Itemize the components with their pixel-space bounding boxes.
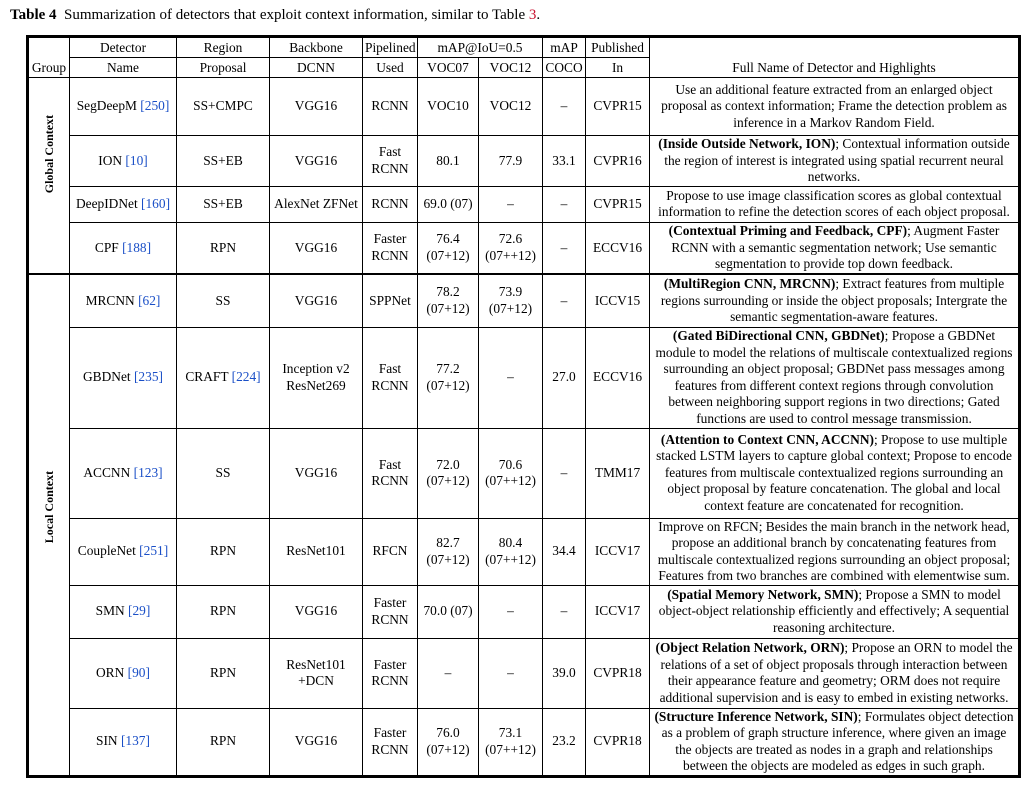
header-detector-name: Name — [70, 58, 177, 78]
cell-text: VOC12 — [489, 98, 532, 114]
full-name-bold: (Attention to Context CNN, ACCNN) — [660, 431, 874, 447]
highlights-cell — [650, 428, 1019, 518]
coco-cell — [543, 518, 586, 585]
header-backbone: Backbone — [270, 38, 363, 58]
region-proposal-cell — [177, 585, 270, 638]
cell-text: AlexNet ZFNet — [274, 195, 358, 211]
region-proposal-cell — [177, 78, 270, 136]
cell-text: – — [560, 464, 568, 480]
table-row — [29, 78, 1019, 136]
cell-text: 34.4 — [552, 543, 576, 559]
coco-cell — [543, 327, 586, 428]
cell-text: ACCNN — [83, 464, 131, 480]
header-pipelined-used: Used — [363, 58, 418, 78]
cell-text: 72.0 (07+12) — [426, 456, 470, 488]
cell-text: Fast RCNN — [371, 144, 409, 176]
voc12-cell — [479, 585, 543, 638]
cell-text: RCNN — [371, 98, 409, 114]
detector-name-cell — [70, 274, 177, 327]
voc07-cell — [418, 708, 479, 775]
pipelined-cell — [363, 186, 418, 222]
published-cell — [586, 136, 650, 187]
pipelined-cell — [363, 136, 418, 187]
header-region-proposal: Proposal — [177, 58, 270, 78]
cell-text: TMM17 — [594, 464, 641, 480]
citation-link[interactable]: [10] — [125, 152, 148, 168]
cell-text: ICCV15 — [594, 292, 641, 308]
highlights-text: Improve on RFCN; Besides the main branch in the network head, propose an additional branch by concatenating features from multiscale contextualized regions surrounding an object proposal; Features from two branches are combined with elementwise sum. — [657, 518, 1011, 583]
coco-cell — [543, 274, 586, 327]
highlights-cell — [650, 327, 1019, 428]
cell-text: CVPR18 — [593, 733, 642, 749]
voc07-cell — [418, 327, 479, 428]
cell-text: SS+EB — [203, 152, 243, 168]
citation-link[interactable]: [137] — [120, 733, 150, 749]
highlights-cell — [650, 222, 1019, 274]
citation-link[interactable]: [188] — [122, 239, 152, 255]
cell-text: ResNet101 — [286, 543, 346, 559]
header-published-in: In — [586, 58, 650, 78]
backbone-cell — [270, 136, 363, 187]
cell-text: 27.0 — [552, 369, 576, 385]
cell-text: – — [507, 369, 514, 385]
full-name-bold: (Contextual Priming and Feedback, CPF) — [668, 223, 908, 238]
header-pipelined: Pipelined — [363, 38, 418, 58]
table-row — [29, 222, 1019, 274]
pipelined-cell — [363, 708, 418, 775]
voc07-cell — [418, 518, 479, 585]
cell-text: SegDeepM — [76, 98, 137, 114]
cell-text: RPN — [209, 543, 237, 559]
cell-text: 77.9 — [498, 152, 523, 168]
region-proposal-cell — [177, 186, 270, 222]
region-proposal-cell — [177, 428, 270, 518]
cell-text: 39.0 — [552, 664, 576, 680]
cell-text: Fast RCNN — [371, 456, 409, 488]
highlights-text: Use an additional feature extracted from an enlarged object proposal as context information; Frame the detection problem as inference in a Markov Random Field. — [661, 81, 1007, 130]
highlights-cell — [650, 638, 1019, 708]
table-row — [29, 136, 1019, 187]
region-proposal-cell — [177, 708, 270, 775]
table-row — [29, 327, 1019, 428]
header-region: Region — [177, 38, 270, 58]
cell-text: 80.1 — [436, 152, 460, 168]
backbone-cell — [270, 585, 363, 638]
pipelined-cell — [363, 518, 418, 585]
cell-text: DeepIDNet — [75, 195, 138, 211]
voc07-cell — [418, 136, 479, 187]
cell-text: ResNet101 +DCN — [286, 656, 346, 688]
cell-text: GBDNet — [83, 369, 131, 385]
citation-link[interactable]: [123] — [133, 464, 163, 480]
cell-text: – — [444, 664, 452, 680]
published-cell — [586, 428, 650, 518]
cell-text: Fast RCNN — [371, 361, 409, 393]
citation-link[interactable]: [90] — [127, 664, 150, 680]
full-name-bold: (Spatial Memory Network, SMN) — [667, 586, 859, 602]
region-proposal-cell — [177, 638, 270, 708]
voc07-cell — [418, 222, 479, 274]
cell-text: RFCN — [372, 543, 408, 559]
detector-name-cell — [70, 186, 177, 222]
coco-cell — [543, 708, 586, 775]
full-name-bold: (Gated BiDirectional CNN, GBDNet) — [672, 328, 885, 343]
region-proposal-cell — [177, 136, 270, 187]
region-proposal-cell — [177, 518, 270, 585]
voc12-cell — [479, 186, 543, 222]
voc12-cell — [479, 78, 543, 136]
pipelined-cell — [363, 327, 418, 428]
coco-cell — [543, 78, 586, 136]
citation-link[interactable]: [29] — [128, 603, 151, 619]
cell-text: Faster RCNN — [371, 231, 409, 263]
coco-cell — [543, 428, 586, 518]
detector-name-cell — [70, 428, 177, 518]
highlights-text: Propose to use image classification scores as global contextual information to refine the detection scores of each object proposal. — [658, 187, 1010, 219]
detector-name-cell — [70, 78, 177, 136]
region-proposal-cell — [177, 327, 270, 428]
full-name-bold: (Object Relation Network, ORN) — [655, 640, 845, 655]
cell-text: SMN — [95, 603, 125, 619]
voc12-cell — [479, 222, 543, 274]
cell-text: RPN — [209, 664, 237, 680]
detector-name-cell — [70, 585, 177, 638]
cell-text: 76.4 (07+12) — [426, 231, 470, 263]
highlights-text: ; Contextual information outside the region of interest is integrated using spatial recurrent neural networks. — [664, 136, 1010, 184]
citation-link[interactable]: [250] — [140, 98, 170, 114]
published-cell — [586, 327, 650, 428]
table-row — [29, 708, 1019, 775]
highlights-cell — [650, 78, 1019, 136]
citation-link[interactable]: [251] — [139, 543, 169, 559]
table-row — [29, 428, 1019, 518]
voc07-cell — [418, 638, 479, 708]
published-cell — [586, 585, 650, 638]
cell-text: – — [560, 98, 568, 114]
group-cell-global — [29, 78, 70, 275]
cell-text: 72.6 (07++12) — [485, 231, 536, 263]
header-row-1 — [29, 38, 1019, 58]
voc07-cell — [418, 78, 479, 136]
voc12-cell — [479, 708, 543, 775]
cell-text: RCNN — [371, 195, 409, 211]
full-name-bold: (Structure Inference Network, SIN) — [654, 708, 858, 724]
cell-text: – — [560, 195, 568, 211]
published-cell — [586, 708, 650, 775]
highlights-cell — [650, 186, 1019, 222]
highlights-text: ; Propose a SMN to model object-object relationship efficiently and effectively; A sequential reasoning architecture. — [658, 586, 1010, 635]
table-row — [29, 638, 1019, 708]
cell-text: VGG16 — [294, 733, 338, 749]
cell-text: VOC10 — [427, 98, 469, 114]
header-voc12: VOC12 — [479, 58, 543, 78]
voc12-cell — [479, 274, 543, 327]
backbone-cell — [270, 186, 363, 222]
published-cell — [586, 274, 650, 327]
backbone-cell — [270, 708, 363, 775]
published-cell — [586, 638, 650, 708]
voc12-cell — [479, 428, 543, 518]
voc12-cell — [479, 327, 543, 428]
cell-text: SPPNet — [369, 292, 411, 308]
highlights-cell — [650, 585, 1019, 638]
table-row — [29, 518, 1019, 585]
cell-text: ICCV17 — [594, 603, 641, 619]
highlights-text: ; Propose to use multiple stacked LSTM layers to capture global context; Propose to encode features from multiscale contextualized regions surrounding an object proposal by feature concatenation. The global and local context feature are concatenated for recognition. — [656, 431, 1012, 513]
highlights-text: ; Propose an ORN to model the relations of a set of object proposals through interaction between their appearance feature and geometry; ORM does not require additional supervision and is easy to embed in existing networks. — [659, 640, 1013, 705]
voc12-cell — [479, 518, 543, 585]
detector-name-cell — [70, 222, 177, 274]
cell-text: 80.4 (07++12) — [485, 535, 536, 567]
cell-text: CVPR15 — [593, 98, 642, 114]
header-full-name: Full Name of Detector and Highlights — [650, 38, 1019, 78]
cell-text: 69.0 (07) — [423, 195, 473, 211]
cell-text: SS+EB — [203, 195, 243, 211]
backbone-cell — [270, 518, 363, 585]
pipelined-cell — [363, 428, 418, 518]
cell-text: CoupleNet — [77, 543, 136, 559]
backbone-cell — [270, 222, 363, 274]
highlights-text: ; Extract features from multiple regions surrounding or inside the object proposals; Intergrate the semantic segmentation-aware features. — [660, 276, 1008, 324]
header-detector: Detector — [70, 38, 177, 58]
cell-text: Faster RCNN — [371, 656, 409, 688]
region-proposal-cell — [177, 222, 270, 274]
pipelined-cell — [363, 585, 418, 638]
full-name-bold: (MultiRegion CNN, MRCNN) — [663, 276, 836, 291]
cell-text: Faster RCNN — [371, 725, 409, 757]
cell-text: ORN — [96, 664, 125, 680]
cell-text: MRCNN — [85, 292, 135, 308]
cell-text: 76.0 (07+12) — [426, 725, 470, 757]
highlights-cell — [650, 136, 1019, 187]
highlights-text: ; Augment Faster RCNN with a semantic segmentation network; Use semantic segmentation to provide top down feedback. — [671, 223, 1000, 271]
table-row — [29, 585, 1019, 638]
cell-text: VGG16 — [294, 292, 338, 308]
cell-text: Inception v2 ResNet269 — [282, 361, 350, 393]
table-caption — [10, 6, 540, 24]
cell-text: ION — [98, 152, 123, 168]
cell-text: ECCV16 — [592, 239, 643, 255]
header-map-iou: mAP@IoU=0.5 — [418, 38, 543, 58]
detectors-table — [28, 37, 1019, 776]
pipelined-cell — [363, 274, 418, 327]
cell-text: 77.2 (07+12) — [426, 361, 470, 393]
cell-text: SS — [215, 464, 231, 480]
header-map: mAP — [543, 38, 586, 58]
cell-text: ECCV16 — [592, 369, 643, 385]
region-proposal-cell — [177, 274, 270, 327]
cell-text: – — [560, 292, 568, 308]
header-coco: COCO — [543, 58, 586, 78]
cell-text: VGG16 — [294, 239, 338, 255]
cell-text: CPF — [94, 239, 119, 255]
cell-text: – — [560, 239, 568, 255]
group-label: Global Context — [41, 115, 56, 194]
citation-link[interactable]: [160] — [141, 195, 171, 211]
cell-text: – — [507, 195, 514, 211]
header-backbone-dcnn: DCNN — [270, 58, 363, 78]
header-published: Published — [586, 38, 650, 58]
cell-text: 33.1 — [552, 152, 576, 168]
coco-cell — [543, 638, 586, 708]
table-row — [29, 186, 1019, 222]
backbone-cell — [270, 274, 363, 327]
cell-text: VGG16 — [294, 603, 338, 619]
group-cell-local — [29, 274, 70, 775]
pipelined-cell — [363, 222, 418, 274]
voc12-cell — [479, 136, 543, 187]
table-row — [29, 274, 1019, 327]
caption-table-ref[interactable]: 3 — [528, 7, 537, 23]
voc07-cell — [418, 585, 479, 638]
published-cell — [586, 78, 650, 136]
citation-link[interactable]: [224] — [231, 369, 261, 385]
backbone-cell — [270, 78, 363, 136]
cell-text: Faster RCNN — [371, 595, 409, 627]
header-voc07: VOC07 — [418, 58, 479, 78]
detector-name-cell — [70, 708, 177, 775]
detector-name-cell — [70, 327, 177, 428]
voc07-cell — [418, 186, 479, 222]
cell-text: VGG16 — [294, 98, 338, 114]
detector-name-cell — [70, 638, 177, 708]
cell-text: RPN — [209, 733, 237, 749]
backbone-cell — [270, 327, 363, 428]
pipelined-cell — [363, 638, 418, 708]
backbone-cell — [270, 428, 363, 518]
highlights-cell — [650, 708, 1019, 775]
cell-text: – — [560, 603, 568, 619]
cell-text: CVPR15 — [593, 195, 642, 211]
detector-name-cell — [70, 136, 177, 187]
published-cell — [586, 186, 650, 222]
full-name-bold: (Inside Outside Network, ION) — [658, 136, 836, 151]
backbone-cell — [270, 638, 363, 708]
detector-name-cell — [70, 518, 177, 585]
voc12-cell — [479, 638, 543, 708]
cell-text: 70.0 (07) — [423, 603, 473, 619]
coco-cell — [543, 222, 586, 274]
caption-text: Summarization of detectors that exploit context information, similar to Table — [64, 7, 526, 23]
coco-cell — [543, 136, 586, 187]
header-group: Group — [29, 38, 70, 78]
cell-text: VGG16 — [294, 152, 338, 168]
cell-text: 73.1 (07++12) — [485, 725, 536, 757]
cell-text: RPN — [209, 239, 237, 255]
coco-cell — [543, 585, 586, 638]
cell-text: ICCV17 — [594, 543, 641, 559]
cell-text: 73.9 (07+12) — [488, 284, 533, 316]
coco-cell — [543, 186, 586, 222]
group-label: Local Context — [41, 470, 56, 543]
cell-text: 23.2 — [552, 733, 576, 749]
cell-text: RPN — [209, 603, 237, 619]
cell-text: 78.2 (07+12) — [426, 284, 470, 316]
cell-text: 82.7 (07+12) — [426, 535, 470, 567]
voc07-cell — [418, 274, 479, 327]
cell-text: 70.6 (07++12) — [485, 456, 536, 488]
citation-link[interactable]: [235] — [133, 369, 163, 385]
highlights-cell — [650, 518, 1019, 585]
highlights-text: ; Formulates object detection as a problem of graph structure inference, where given an image the objects are treated as nodes in a graph and relationships between the objects are modeled as edges in such graph. — [661, 708, 1014, 773]
highlights-cell — [650, 274, 1019, 327]
cell-text: CVPR18 — [593, 664, 642, 680]
highlights-text: ; Propose a GBDNet module to model the relations of multiscale contextualized regions surrounding an object proposal; GBDNet pass messages among features from different context regions through convolution between neighboring support regions in two directions; Gated functions are used to control message transmission. — [655, 328, 1013, 426]
pipelined-cell — [363, 78, 418, 136]
cell-text: – — [507, 603, 514, 619]
cell-text: VGG16 — [294, 464, 338, 480]
cell-text: CVPR16 — [593, 152, 642, 168]
table-label: Table 4 — [10, 7, 57, 23]
cell-text: SS+CMPC — [193, 98, 253, 114]
caption-period: . — [536, 7, 541, 23]
cell-text: CRAFT — [185, 369, 229, 385]
cell-text: SS — [215, 292, 231, 308]
citation-link[interactable]: [62] — [138, 292, 161, 308]
published-cell — [586, 222, 650, 274]
voc07-cell — [418, 428, 479, 518]
cell-text: – — [507, 664, 514, 680]
cell-text: SIN — [96, 733, 118, 749]
published-cell — [586, 518, 650, 585]
